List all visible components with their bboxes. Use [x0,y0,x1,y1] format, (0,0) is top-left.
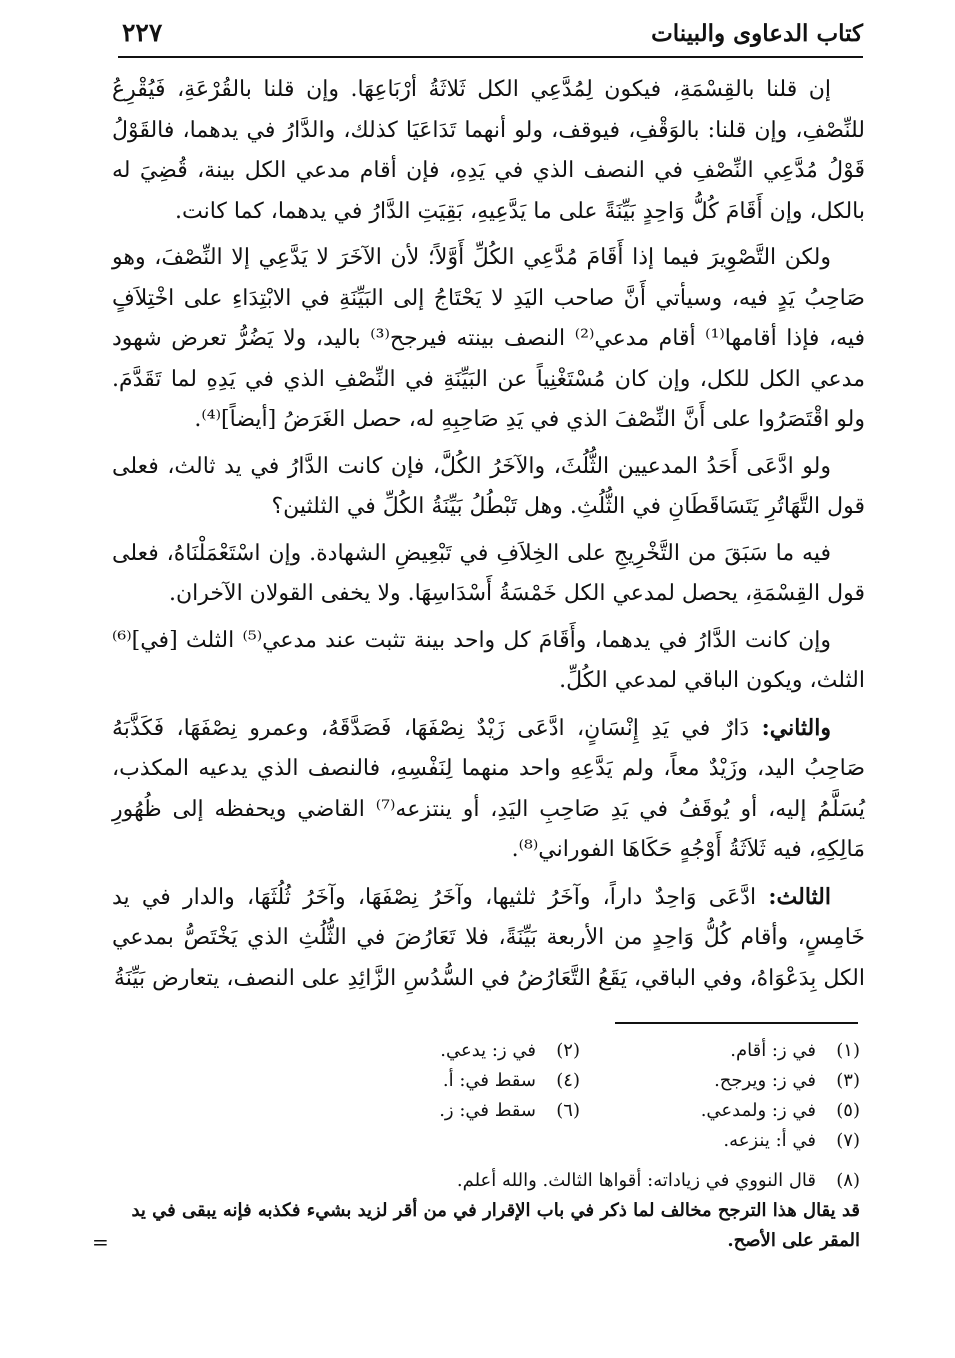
second-lead: والثاني: [761,714,831,741]
footnote-8-number: (٨) [836,1170,860,1191]
footnote-8-line1: قال النووي في زياداته: أقواها الثالث. والله أعلم. [456,1170,816,1191]
third-text: ادَّعَى وَاحِدٌ داراً، وآخَرُ ثلثيها، وآخَرُ نِصْفَهَا، وآخَرُ ثُلُثَهَا، والدار في يد خَامِسٍ، وأقام كُلُّ وَاحِدٍ من الأربعة بَيِّنَةً، فلا تَعَارُضَ في الثُّلُثِ الذي يَخْتَصُّ بمدعي الكل بِدَعْوَاهُ، وفي الباقي، يَقَعُ التَّعَارُضُ في السُّدُسِ الزَّائِدِ على النصف، يتعارض بَيِّنَةُ [112,884,865,991]
footnote-separator [615,1022,858,1024]
paragraph-second [112,708,865,871]
page-number: ٢٢٧ [122,18,163,47]
footnote: (٦)سقط في: ز. [439,1100,580,1121]
footnotes [320,1036,860,1156]
margin-mark: = [92,1230,109,1254]
main-text [112,70,865,1005]
footnote: (٤)سقط في: أ. [442,1070,580,1091]
footnote-8 [112,1166,860,1256]
paragraph: فيه ما سَبَقَ من التَّخْرِيجِ على الخِلاَفِ في تَبْعِيضِ الشهادة. وإن اسْتَعْمَلْنَاهُ، فعلى قول القِسْمَةِ، يحصل لمدعي الكل خَمْسَةُ أَسْدَاسِهَا. ولا يخفى القولان الآخران. [112,540,865,606]
paragraph-third [112,877,865,1000]
footnote: (٥)في ز: ولمدعي. [700,1100,860,1121]
paragraph: إن قلنا بالقِسْمَةِ، فيكون لِمُدَّعِي الكل ثَلاثَةُ أرْبَاعِهَا. وإن قلنا بالقُرْعَةِ، فَيُقْرِعُ للنِّصْفِ، وإن قلنا: بالوَقْفِ، فيوقف، ولو أنهما تَدَاعَيَا كذلك، والدَّارُ في يدهما، فالقَوْلُ قَوْلُ مُدَّعِي النِّصْفِ في النصف الذي في يَدِهِ، فإن أقام مدعي الكل بينة، قُضِيَ له بالكل، وإن أَقَامَ كُلُّ وَاحِدٍ بَيِّنَةً على ما يَدَّعِيهِ، بَقِيَتِ الدَّارُ في يدهما، كما كانت. [112,77,865,224]
header-title: كتاب الدعاوى والبينات [651,20,863,47]
footnote: (٧)في أ: ينزعه. [723,1130,860,1151]
second-text: دَارٌ في يَدِ إِنْسَانٍ، ادَّعَى زَيْدٌ نِصْفَهَا، فَصَدَّقَهُ، وعمرو نِصْفَهَا، فَكَذَّبَهُ صَاحِبُ اليد، وزَيْدٌ معاً، ولم يَدَّعِهِ واحد منهما لِنَفْسِهِ، فالنصف الذي يدعيه المكذب، يُسَلَّمُ إليه، أو يُوقَفُ في يَدِ صَاحِبِ اليَدِ، أو ينتزعه⁽⁷⁾ القاضي ويحفظه إلى ظُهُورِ مَالِكِهِ، فيه ثَلاَثَةُ أَوْجُهٍ حَكَاهَا الفوراني⁽⁸⁾. [112,715,865,862]
running-header [118,18,863,58]
third-lead: الثالث: [768,883,831,910]
footnote: (٣)في ز: ويرجح. [714,1070,860,1091]
paragraph: وإن كانت الدَّارُ في يدهما، وأَقَامَ كل واحد بينة تثبت عند مدعي⁽⁵⁾ الثلث [في]⁽⁶⁾ الثلث، ويكون الباقي لمدعي الكُلِّ. [112,627,865,693]
footnote: (٢)في ز: يدعي. [440,1040,580,1061]
footnote-8-line2: قد يقال هذا الترجح مخالف لما ذكر في باب الإقرار في من أقر لزيد بشيء فكذبه فإنه يبقى في يد المقر على الأصح. [131,1200,860,1251]
paragraph: ولكن التَّصْوِيرَ فيما إذا أَقَامَ مُدَّعِي الكُلِّ أَوَّلاً؛ لأن الآخَرَ لا يَدَّعِي إلا النِّصْفَ، وهو صَاحِبُ يَدٍ فيه، وسيأتي أَنَّ صاحب اليَدِ لا يَحْتَاجُ إلى البَيِّنَةِ في الابْتِدَاءِ على اخْتِلاَفٍ فيه، فإذا أقامها⁽¹⁾ أقام مدعي⁽²⁾ النصف بينته فيرجح⁽³⁾ باليد، ولا يَضُرُّ تعرض شهود مدعي الكل للكل، وإن كان مُسْتَغْنِياً عن البَيِّنَةِ في النِّصْفِ الذي في يَدِهِ لما تَقَدَّمَ. ولو اقْتَصَرُوا على أَنَّ النِّصْفَ الذي في يَدِ صَاحِبِهِ له، حصل الغَرَضُ [أيضاً]⁽⁴⁾. [112,245,866,432]
paragraph: ولو ادَّعَى أَحَدُ المدعيين الثُّلُثَ، والآخَرُ الكُلَّ، فإن كانت الدَّارُ في يد ثالث، فعلى قول التَّهَاتُرِ يَتَسَاقَطَانِ في الثُّلُثِ. وهل تَبْطُلُ بَيِّنَةُ الكُلِّ في الثلثين؟ [112,453,865,519]
footnote: (١)في ز: أقام. [730,1040,860,1061]
